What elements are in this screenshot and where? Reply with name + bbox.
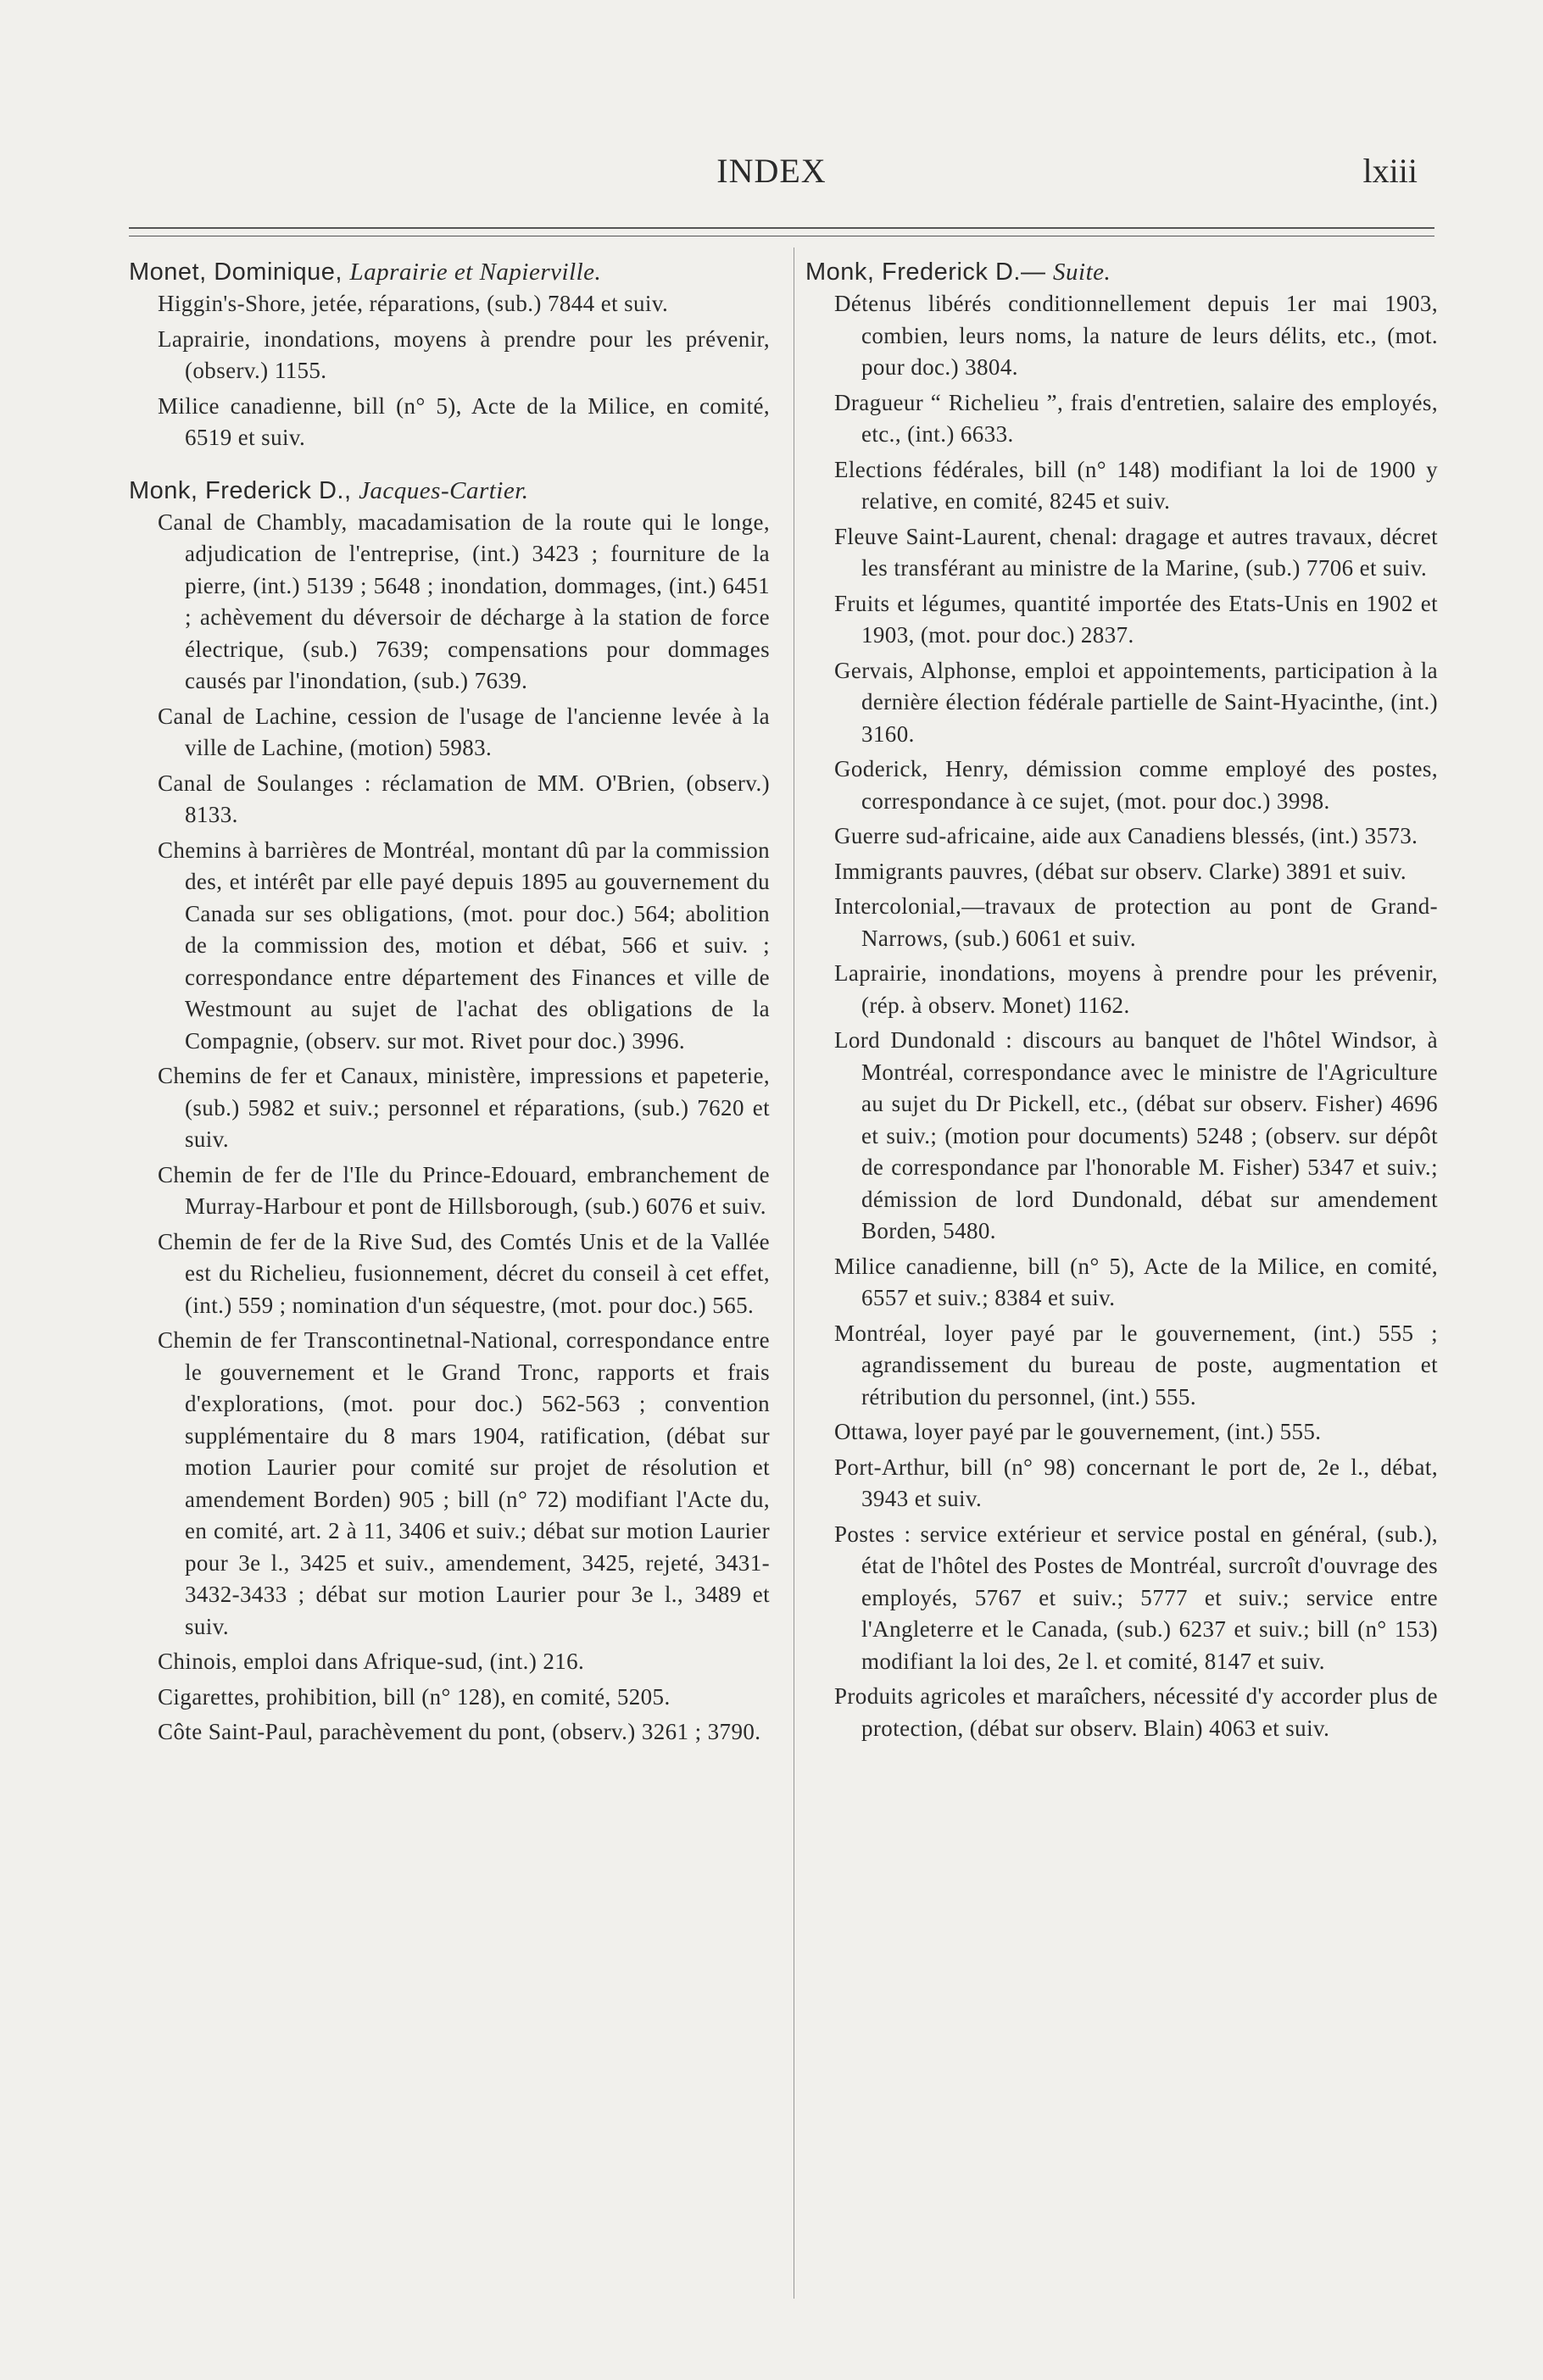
subentry: Laprairie, inondations, moyens à prendre pour les prévenir, (observ.) 1155.	[158, 325, 770, 383]
subentry: Ottawa, loyer payé par le gouvernement, (int.) 555.	[834, 1419, 1322, 1444]
member-riding: Suite.	[1053, 259, 1111, 286]
subentry: Chemins de fer et Canaux, ministère, impressions et papeterie, (sub.) 5982 et suiv.; personnel et réparations, (sub.) 7620 et suiv.	[158, 1063, 770, 1152]
right-column	[805, 256, 1438, 1765]
subentry: Intercolonial,—travaux de protection au pont de Grand-Narrows, (sub.) 6061 et suiv.	[834, 893, 1438, 951]
subentry: Goderick, Henry, démission comme employé des postes, correspondance à ce sujet, (mot. pour doc.) 3998.	[834, 756, 1438, 814]
subentry: Dragueur “ Richelieu ”, frais d'entretien, salaire des employés, etc., (int.) 6633.	[834, 389, 1438, 447]
subentry: Guerre sud-africaine, aide aux Canadiens blessés, (int.) 3573.	[834, 823, 1418, 848]
index-entry	[129, 256, 770, 454]
entry-heading	[805, 256, 1438, 288]
running-head	[0, 151, 1543, 202]
header-rule	[129, 227, 1434, 229]
subentry: Côte Saint-Paul, parachèvement du pont, (observ.) 3261 ; 3790.	[158, 1719, 761, 1744]
subentry: Chemins à barrières de Montréal, montant dû par la commission des, et intérêt par elle payé depuis 1895 au gouvernement du Canada sur ses obligations, (mot. pour doc.) 564; abolition de la commission des, motion et débat, 566 et suiv. ; correspondance entre département des Finances et ville de Westmount au sujet de l'achat des obligations de la Compagnie, (observ. sur mot. Rivet pour doc.) 3996.	[158, 837, 770, 1054]
subentry: Immigrants pauvres, (débat sur observ. Clarke) 3891 et suiv.	[834, 858, 1407, 884]
page-number: lxiii	[1362, 152, 1418, 190]
member-riding: Laprairie et Napierville.	[349, 259, 602, 286]
subentry: Postes : service extérieur et service postal en général, (sub.), état de l'hôtel des Postes de Montréal, surcroît d'ouvrage des employés, 5767 et suiv.; 5777 et suiv.; service entre l'Angleterre et le Canada, (sub.) 6237 et suiv.; bill (n° 153) modifiant la loi des, 2e l. et comité, 8147 et suiv.	[834, 1521, 1438, 1674]
page-title: INDEX	[716, 152, 827, 190]
subentry: Gervais, Alphonse, emploi et appointements, participation à la dernière élection fédérale partielle de Saint-Hyacinthe, (int.) 3160.	[834, 657, 1438, 747]
subentry: Chemin de fer de l'Ile du Prince-Edouard, embranchement de Murray-Harbour et pont de Hillsborough, (sub.) 6076 et suiv.	[158, 1161, 770, 1219]
subentry: Cigarettes, prohibition, bill (n° 128), en comité, 5205.	[158, 1683, 671, 1710]
entry-heading	[129, 475, 770, 507]
subentry: Canal de Soulanges : réclamation de MM. O'Brien, (observ.) 8133.	[158, 770, 770, 827]
subentry: Détenus libérés conditionnellement depuis 1er mai 1903, combien, leurs noms, la nature de leurs délits, etc., (mot. pour doc.) 3804.	[834, 291, 1438, 380]
subentry: Fruits et légumes, quantité importée des Etats-Unis en 1902 et 1903, (mot. pour doc.) 2837.	[834, 590, 1438, 648]
index-entry	[129, 475, 770, 1749]
subentry: Montréal, loyer payé par le gouvernement, (int.) 555 ; agrandissement du bureau de poste, augmentation et rétribution du personnel, (int.) 555.	[834, 1320, 1438, 1410]
subentry: Chemin de fer de la Rive Sud, des Comtés Unis et de la Vallée est du Richelieu, fusionnement, décret du conseil à cet effet, (int.) 559 ; nomination d'un séquestre, (mot. pour doc.) 565.	[158, 1228, 770, 1318]
member-name: Monet, Dominique,	[129, 259, 343, 286]
subentry: Canal de Chambly, macadamisation de la route qui le longe, adjudication de l'entreprise, (int.) 3423 ; fourniture de la pierre, (int.) 5139 ; 5648 ; inondation, dommages, (int.) 6451 ; achèvement du déversoir de décharge à la station de force électrique, (sub.) 7639; compensations pour dommages causés par l'inondation, (sub.) 7639.	[158, 509, 770, 693]
subentry: Elections fédérales, bill (n° 148) modifiant la loi de 1900 y relative, en comité, 8245 et suiv.	[834, 456, 1438, 514]
subentry: Port-Arthur, bill (n° 98) concernant le port de, 2e l., débat, 3943 et suiv.	[834, 1454, 1438, 1511]
member-name: Monk, Frederick D.,	[129, 476, 352, 504]
subentry: Lord Dundonald : discours au banquet de l'hôtel Windsor, à Montréal, correspondance avec le ministre de l'Agriculture au sujet du Dr Pickell, etc., (débat sur observ. Fisher) 4696 et suiv.; (motion pour documents) 5248 ; (observ. sur dépôt de correspondance par l'honorable M. Fisher) 5347 et suiv.; démission de lord Dundonald, débat sur amendement Borden, 5480.	[834, 1027, 1438, 1243]
subentry: Milice canadienne, bill (n° 5), Acte de la Milice, en comité, 6557 et suiv.; 8384 et suiv.	[834, 1253, 1438, 1310]
subentry: Fleuve Saint-Laurent, chenal: dragage et autres travaux, décret les transférant au ministre de la Marine, (sub.) 7706 et suiv.	[834, 523, 1438, 581]
member-name: Monk, Frederick D.—	[805, 259, 1046, 286]
left-column	[129, 256, 770, 1769]
subentry: Higgin's-Shore, jetée, réparations, (sub.) 7844 et suiv.	[158, 291, 669, 316]
subentry: Laprairie, inondations, moyens à prendre pour les prévenir, (rép. à observ. Monet) 1162.	[834, 960, 1438, 1018]
subentry: Chinois, emploi dans Afrique-sud, (int.) 216.	[158, 1649, 585, 1674]
subentry: Produits agricoles et maraîchers, nécessité d'y accorder plus de protection, (débat sur observ. Blain) 4063 et suiv.	[834, 1683, 1438, 1741]
subentry: Canal de Lachine, cession de l'usage de l'ancienne levée à la ville de Lachine, (motion) 5983.	[158, 703, 770, 760]
member-riding: Jacques-Cartier.	[359, 476, 529, 504]
index-entry	[805, 256, 1438, 1744]
entry-heading	[129, 256, 770, 288]
subentry: Chemin de fer Transcontinetnal-National, correspondance entre le gouvernement et le Grand Tronc, rapports et frais d'explorations, (mot. pour doc.) 562-563 ; convention supplémentaire du 8 mars 1904, ratification, (débat sur motion Laurier pour comité sur projet de résolution et amendement Borden) 905 ; bill (n° 72) modifiant l'Acte du, en comité, art. 2 à 11, 3406 et suiv.; débat sur motion Laurier pour 3e l., 3425 et suiv., amendement, 3425, rejeté, 3431-3432-3433 ; débat sur motion Laurier pour 3e l., 3489 et suiv.	[158, 1327, 770, 1639]
subentry: Milice canadienne, bill (n° 5), Acte de la Milice, en comité, 6519 et suiv.	[158, 392, 770, 450]
